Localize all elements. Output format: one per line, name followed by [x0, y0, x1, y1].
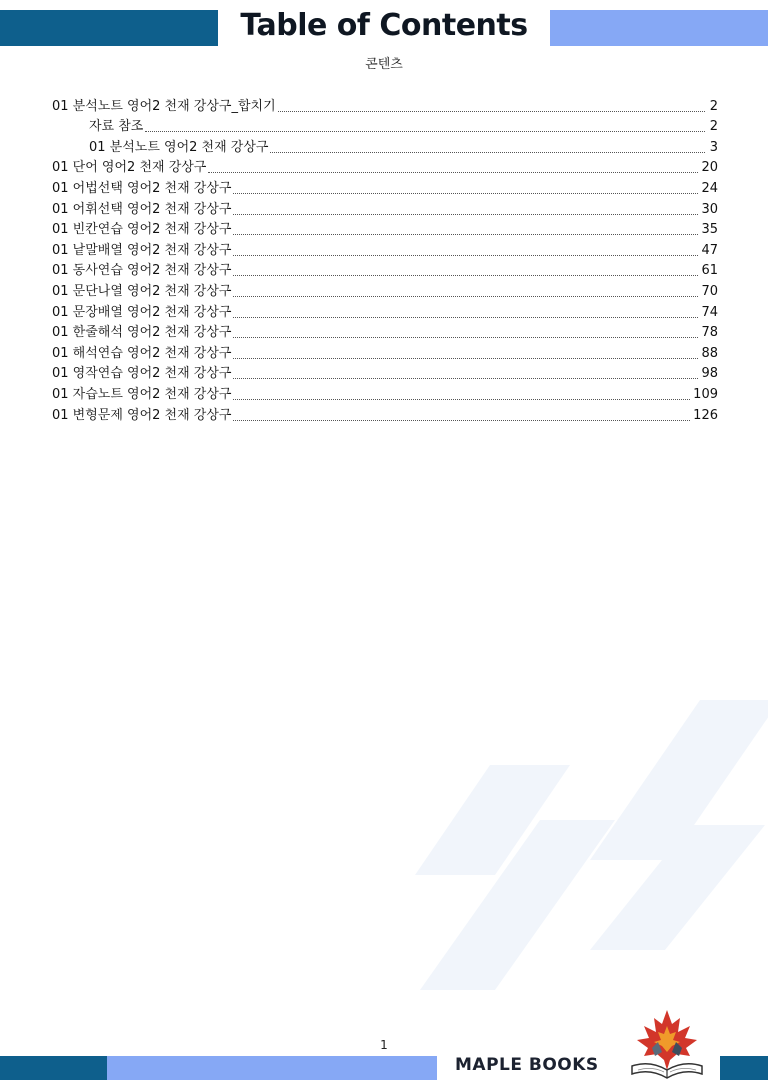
toc-entry-page: 70	[701, 283, 718, 299]
page-title: Table of Contents	[240, 8, 528, 43]
toc-entry-page: 126	[693, 407, 718, 423]
toc-entry-label: 01 자습노트 영어2 천재 강상구	[52, 386, 232, 402]
toc-dot-leader	[233, 296, 698, 297]
toc-entry-page: 24	[701, 180, 718, 196]
toc-entry-label: 01 분석노트 영어2 천재 강상구_합치기	[52, 98, 276, 114]
toc-dot-leader	[233, 275, 698, 276]
toc-entry[interactable]	[52, 197, 718, 218]
toc-entry[interactable]	[52, 176, 718, 197]
toc-dot-leader	[278, 111, 705, 112]
toc-dot-leader	[145, 131, 705, 132]
toc-entry-label: 01 단어 영어2 천재 강상구	[52, 160, 207, 176]
toc-entry-label: 자료 참조	[89, 119, 144, 135]
toc-entry[interactable]	[52, 115, 718, 136]
table-of-contents	[52, 94, 718, 424]
page-number: 1	[380, 1038, 388, 1052]
toc-entry-label: 01 변형문제 영어2 천재 강상구	[52, 407, 232, 423]
toc-entry-page: 61	[701, 263, 718, 279]
toc-entry-label: 01 문단나열 영어2 천재 강상구	[52, 283, 232, 299]
toc-entry[interactable]	[52, 156, 718, 177]
toc-dot-leader	[208, 172, 698, 173]
toc-entry-label: 01 문장배열 영어2 천재 강상구	[52, 304, 232, 320]
toc-dot-leader	[233, 214, 698, 215]
toc-entry-label: 01 분석노트 영어2 천재 강상구	[89, 139, 269, 155]
toc-dot-leader	[233, 234, 698, 235]
toc-entry[interactable]	[52, 94, 718, 115]
page-subtitle: 콘텐츠	[365, 57, 403, 72]
toc-dot-leader	[233, 399, 690, 400]
footer-left-light-bar	[107, 1056, 437, 1080]
toc-dot-leader	[233, 337, 698, 338]
toc-entry-label: 01 한줄해석 영어2 천재 강상구	[52, 325, 232, 341]
toc-entry-page: 98	[701, 366, 718, 382]
toc-entry[interactable]	[52, 300, 718, 321]
toc-entry-label: 01 낱말배열 영어2 천재 강상구	[52, 242, 232, 258]
toc-entry-label: 01 해석연습 영어2 천재 강상구	[52, 345, 232, 361]
toc-entry[interactable]	[52, 259, 718, 280]
toc-entry-page: 88	[701, 345, 718, 361]
toc-entry[interactable]	[52, 218, 718, 239]
toc-entry[interactable]	[52, 135, 718, 156]
toc-entry-page: 78	[701, 325, 718, 341]
toc-entry-label: 01 어법선택 영어2 천재 강상구	[52, 180, 232, 196]
toc-entry-label: 01 동사연습 영어2 천재 강상구	[52, 263, 232, 279]
brand-name: MAPLE BOOKS	[455, 1055, 599, 1075]
toc-entry-page: 109	[693, 386, 718, 402]
toc-dot-leader	[233, 358, 698, 359]
toc-dot-leader	[233, 317, 698, 318]
toc-entry-page: 30	[701, 201, 718, 217]
footer-left-dark-bar	[0, 1056, 107, 1080]
toc-entry-page: 2	[709, 119, 718, 135]
toc-entry[interactable]	[52, 321, 718, 342]
toc-entry[interactable]	[52, 341, 718, 362]
toc-entry[interactable]	[52, 279, 718, 300]
toc-entry[interactable]	[52, 403, 718, 424]
toc-entry-page: 35	[701, 222, 718, 238]
toc-entry-label: 01 영작연습 영어2 천재 강상구	[52, 366, 232, 382]
maple-leaf-book-logo	[622, 1008, 712, 1084]
toc-entry-page: 74	[701, 304, 718, 320]
toc-entry-page: 2	[709, 98, 718, 114]
toc-dot-leader	[233, 255, 698, 256]
toc-entry-page: 20	[701, 160, 718, 176]
toc-entry-label: 01 어휘선택 영어2 천재 강상구	[52, 201, 232, 217]
toc-entry-page: 47	[701, 242, 718, 258]
toc-dot-leader	[233, 420, 690, 421]
watermark-graphic	[400, 690, 768, 1010]
toc-entry[interactable]	[52, 382, 718, 403]
toc-entry-label: 01 빈칸연습 영어2 천재 강상구	[52, 222, 232, 238]
toc-entry-page: 3	[709, 139, 718, 155]
toc-dot-leader	[233, 378, 698, 379]
toc-entry[interactable]	[52, 238, 718, 259]
footer-right-bar	[720, 1056, 768, 1080]
toc-entry[interactable]	[52, 362, 718, 383]
toc-dot-leader	[233, 193, 698, 194]
toc-dot-leader	[270, 152, 705, 153]
